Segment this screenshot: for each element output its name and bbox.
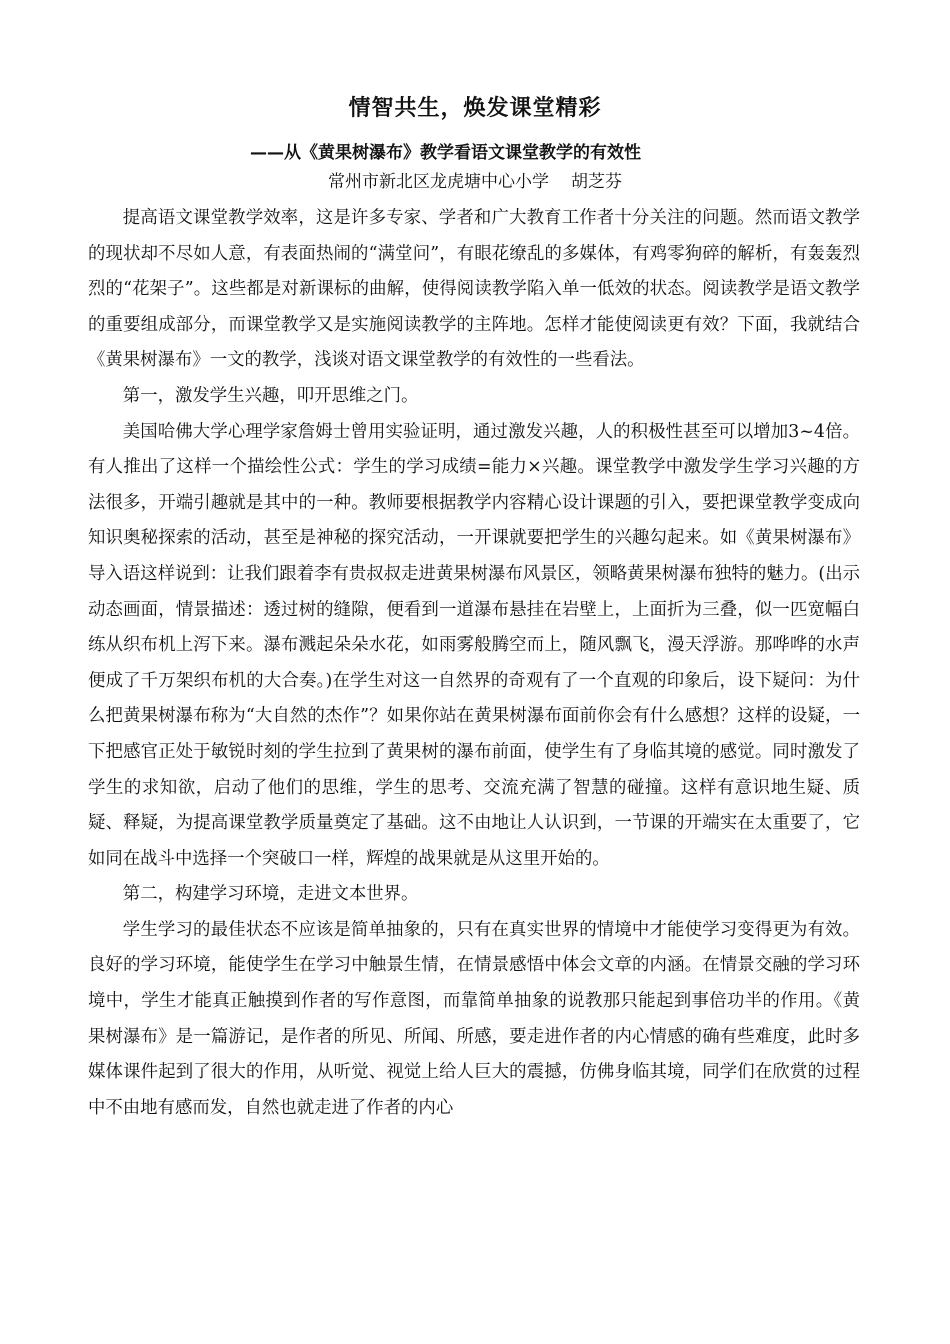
- author-name: 胡芝芬: [571, 172, 622, 192]
- paragraph-section-1: 美国哈佛大学心理学家詹姆士曾用实验证明，通过激发兴趣，人的积极性甚至可以增加3~4倍。有人推出了这样一个描绘性公式：学生的学习成绩=能力×兴趣。课堂教学中激发学生学习兴趣的方法很多，开端引趣就是其中的一种。教师要根据教学内容精心设计课题的引入，要把课堂教学变成向知识奥秘探索的活动，甚至是神秘的探究活动，一开课就要把学生的兴趣勾起来。如《黄果树瀑布》导入语这样说到：让我们跟着李有贵叔叔走进黄果树瀑布风景区，领略黄果树瀑布独特的魅力。(出示动态画面，情景描述：透过树的缝隙，便看到一道瀑布悬挂在岩壁上，上面折为三叠，似一匹宽幅白练从织布机上泻下来。瀑布溅起朵朵水花，如雨雾般腾空而上，随风飘飞，漫天浮游。那哗哗的水声便成了千万架织布机的大合奏。)在学生对这一自然界的奇观有了一个直观的印象后，设下疑问：为什么把黄果树瀑布称为“大自然的杰作”？如果你站在黄果树瀑布面前你会有什么感想？这样的设疑，一下把感官正处于敏锐时刻的学生拉到了黄果树的瀑布前面，使学生有了身临其境的感觉。同时激发了学生的求知欲，启动了他们的思维，学生的思考、交流充满了智慧的碰撞。这样有意识地生疑、质疑、释疑，为提高课堂教学质量奠定了基础。这不由地让人认识到，一节课的开端实在太重要了，它如同在战斗中选择一个突破口一样，辉煌的战果就是从这里开始的。: [88, 421, 860, 869]
- section-heading-1: 第一，激发学生兴趣，叩开思维之门。: [122, 385, 419, 406]
- paragraph-intro: 提高语文课堂教学效率，这是许多专家、学者和广大教育工作者十分关注的问题。然而语文教学的现状却不尽如人意，有表面热闹的“满堂问”，有眼花缭乱的多媒体，有鸡零狗碎的解析，有轰轰烈烈的“花架子”。这些都是对新课标的曲解，使得阅读教学陷入单一低效的状态。阅读教学是语文教学的重要组成部分，而课堂教学又是实施阅读教学的主阵地。怎样才能使阅读更有效？下面，我就结合《黄果树瀑布》一文的教学，浅谈对语文课堂教学的有效性的一些看法。: [88, 208, 860, 371]
- document-title: 情智共生，焕发课堂精彩: [348, 96, 602, 121]
- paragraph-section-2: 学生学习的最佳状态不应该是简单抽象的，只有在真实世界的情境中才能使学习变得更为有效。良好的学习环境，能使学生在学习中触景生情，在情景感悟中体会文章的内涵。在情景交融的学习环境中，学生才能真正触摸到作者的写作意图，而靠简单抽象的说教那只能起到事倍功半的作用。《黄果树瀑布》是一篇游记，是作者的所见、所闻、所感，要走进作者的内心情感的确有些难度，此时多媒体课件起到了很大的作用，从听觉、视觉上给人巨大的震撼，仿佛身临其境，同学们在欣赏的过程中不由地有感而发，自然也就走进了作者的内心: [88, 919, 860, 1118]
- document-subtitle: ——从《黄果树瀑布》教学看语文课堂教学的有效性: [250, 143, 641, 163]
- author-line: [0, 169, 950, 195]
- section-heading-2: 第二，构建学习环境，走进文本世界。: [122, 884, 419, 905]
- author-school: 常州市新北区龙虎塘中心小学: [328, 172, 549, 192]
- article-body: [88, 201, 860, 1126]
